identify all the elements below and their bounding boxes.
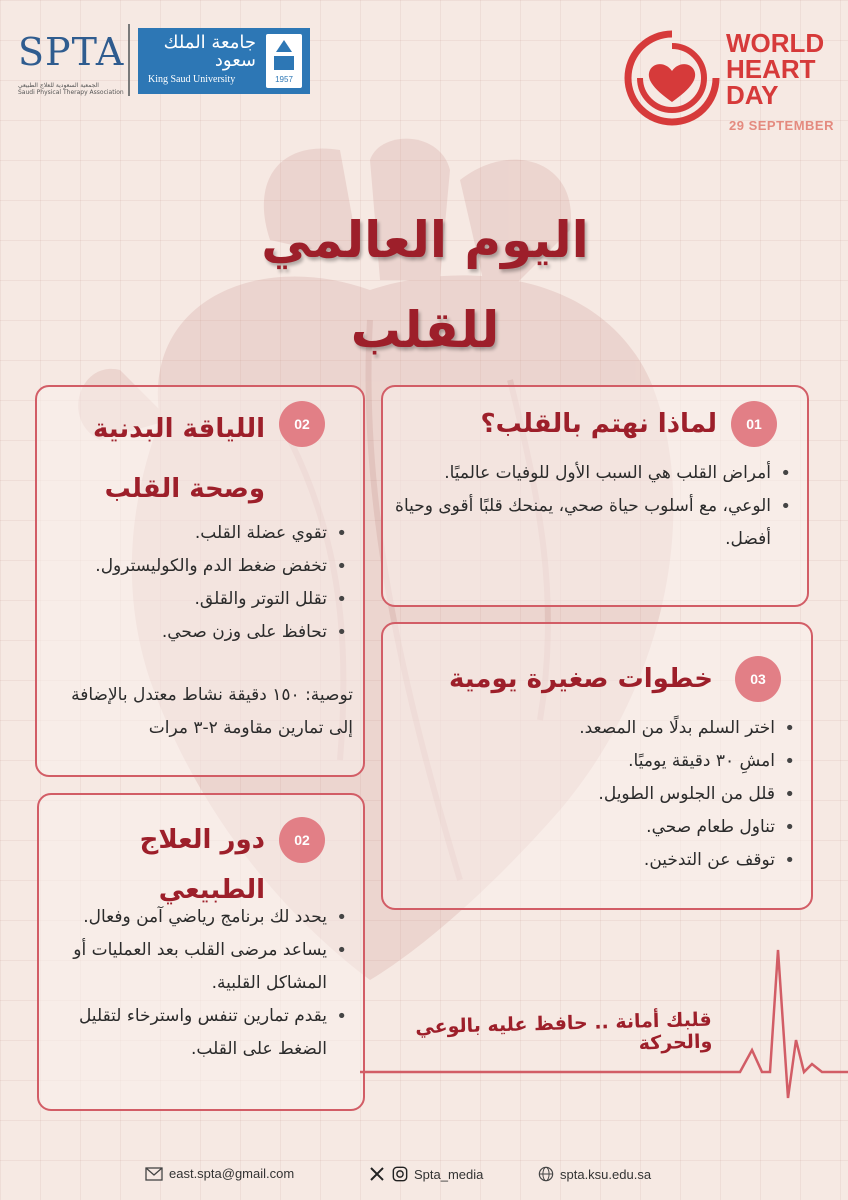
footer-email-text: east.spta@gmail.com xyxy=(169,1166,295,1181)
card-list xyxy=(37,901,349,1066)
card-physical-therapy xyxy=(37,793,365,1111)
ksu-en-name: King Saud University xyxy=(148,74,236,85)
world-heart-day-date: 29 SEPTEMBER xyxy=(729,118,834,133)
spta-logo-text: SPTA xyxy=(18,30,125,74)
page-title: اليوم العالمي للقلب xyxy=(261,211,589,359)
footer-website-text: spta.ksu.edu.sa xyxy=(560,1166,652,1182)
card-number-badge: 03 xyxy=(735,656,781,702)
footer xyxy=(0,1160,848,1190)
spta-name: الجمعية السعودية للعلاج الطبيعي Saudi Physical Therapy Association xyxy=(18,82,124,96)
card-number-badge: 02 xyxy=(279,817,325,863)
list-item: • يساعد مرضى القلب بعد العمليات أو المشاكل القلبية. xyxy=(37,934,327,1000)
list-item: • تحافظ على وزن صحي. xyxy=(37,616,327,649)
card-title: لماذا نهتم بالقلب؟ xyxy=(480,409,717,439)
card-number-badge: 01 xyxy=(731,401,777,447)
card-title: دور العلاج الطبيعي xyxy=(139,825,265,905)
card-title: اللياقة البدنية وصحة القلب xyxy=(93,414,265,504)
footer-social-text: Spta_media xyxy=(414,1166,484,1182)
spta-logo xyxy=(18,22,123,97)
world-heart-day-title: WORLD HEART DAY xyxy=(726,28,825,110)
ksu-logo xyxy=(138,28,310,94)
card-fitness xyxy=(35,385,365,777)
list-item: • قلل من الجلوس الطويل. xyxy=(385,778,775,811)
x-icon xyxy=(368,1167,386,1181)
ksu-crest-icon xyxy=(266,34,302,88)
globe-icon xyxy=(538,1166,554,1182)
list-item: • الوعي، مع أسلوب حياة صحي، يمنحك قلبًا أقوى وحياة أفضل. xyxy=(381,490,771,556)
instagram-icon xyxy=(392,1166,408,1182)
card-number-badge: 02 xyxy=(279,401,325,447)
footer-website[interactable] xyxy=(538,1166,651,1182)
logo-divider xyxy=(128,24,130,96)
list-item: • يحدد لك برنامج رياضي آمن وفعال. xyxy=(37,901,327,934)
ksu-ar-name: جامعة الملك سعود xyxy=(163,32,256,71)
list-item: • تقلل التوتر والقلق. xyxy=(37,583,327,616)
card-why-care xyxy=(381,385,809,607)
footer-social[interactable] xyxy=(368,1166,483,1182)
world-heart-day-icon xyxy=(622,28,722,128)
recommendation-note: توصية: ١٥٠ دقيقة نشاط معتدل بالإضافة إلى تمارين مقاومة ٢-٣ مرات xyxy=(71,685,353,738)
email-icon xyxy=(145,1167,163,1181)
list-item: • تخفض ضغط الدم والكوليسترول. xyxy=(37,550,327,583)
list-item: • امشِ ٣٠ دقيقة يوميًا. xyxy=(385,745,775,778)
list-item: • يقدم تمارين تنفس واسترخاء لتقليل الضغط على القلب. xyxy=(37,1000,327,1066)
card-daily-steps xyxy=(381,622,813,910)
list-item: • توقف عن التدخين. xyxy=(385,844,775,877)
list-item: • اختر السلم بدلًا من المصعد. xyxy=(385,712,775,745)
list-item: • تقوي عضلة القلب. xyxy=(37,517,327,550)
list-item: • تناول طعام صحي. xyxy=(385,811,775,844)
footer-email[interactable] xyxy=(145,1166,294,1181)
card-list xyxy=(381,457,793,556)
card-list xyxy=(37,517,349,649)
slogan: قلبك أمانة .. حافظ عليه بالوعي والحركة xyxy=(415,1008,713,1055)
card-title: خطوات صغيرة يومية xyxy=(449,664,713,694)
ksu-year: 1957 xyxy=(275,75,293,84)
list-item: • أمراض القلب هي السبب الأول للوفيات عالميًا. xyxy=(381,457,771,490)
card-list xyxy=(385,712,797,877)
